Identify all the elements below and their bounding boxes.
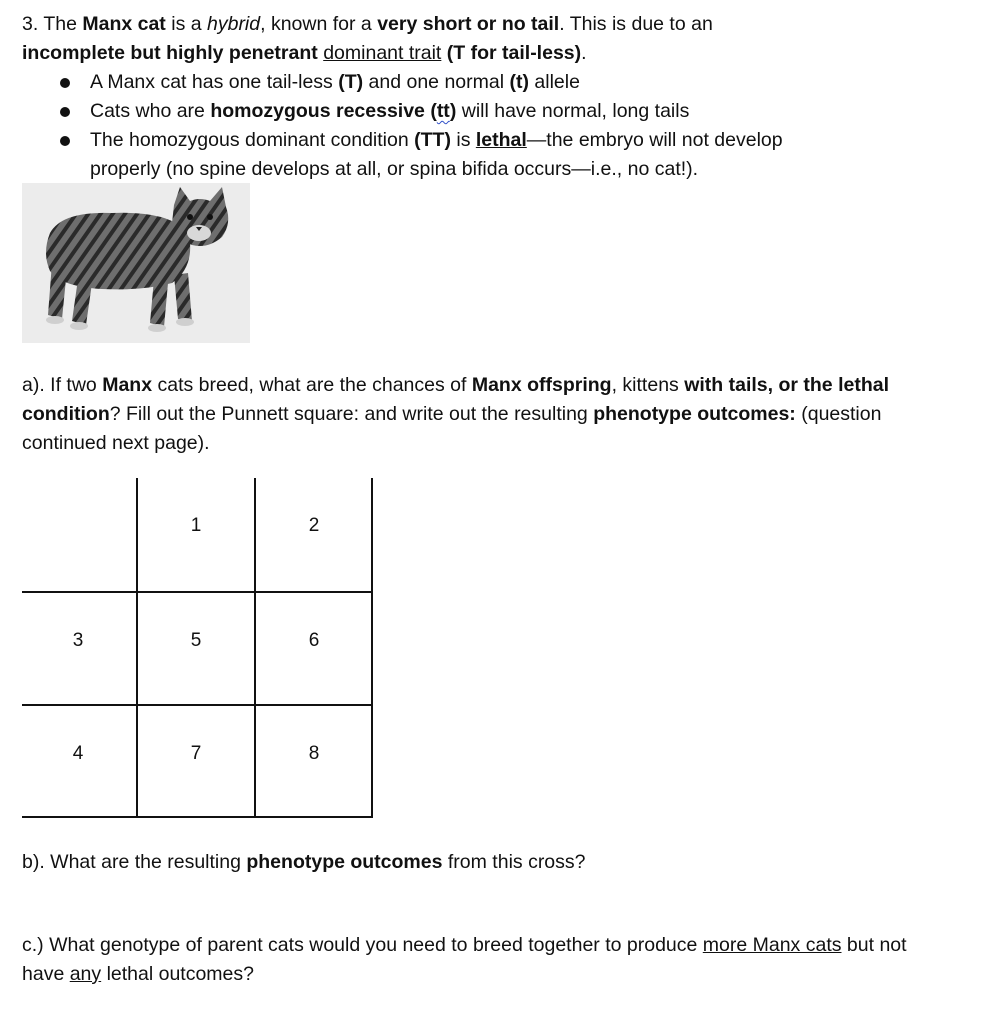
punnett-cell-8[interactable]: 8 bbox=[308, 743, 320, 764]
grid-line bbox=[22, 704, 373, 706]
question-a-line-2: condition? Fill out the Punnett square: and write out the resulting phenotype outcomes: (question bbox=[22, 403, 882, 425]
bullet-3: The homozygous dominant condition (TT) is lethal—the embryo will not develop bbox=[90, 129, 783, 151]
bullet-2: Cats who are homozygous recessive (tt) will have normal, long tails bbox=[90, 100, 690, 122]
question-a-line-3: continued next page). bbox=[22, 432, 210, 454]
question-a-line-1: a). If two Manx cats breed, what are the chances of Manx offspring, kittens with tails, or the lethal bbox=[22, 374, 889, 396]
grid-line bbox=[136, 478, 138, 818]
cat-illustration bbox=[22, 183, 250, 343]
grid-line bbox=[254, 478, 256, 818]
grid-line bbox=[22, 816, 373, 818]
bullet-3-continued: properly (no spine develops at all, or spina bifida occurs—i.e., no cat!). bbox=[90, 158, 699, 180]
question-c-line-2: have any lethal outcomes? bbox=[22, 963, 254, 985]
punnett-cell-7[interactable]: 7 bbox=[190, 743, 202, 764]
question-b: b). What are the resulting phenotype outcomes from this cross? bbox=[22, 851, 586, 873]
bullet-dot bbox=[60, 136, 70, 146]
grid-line bbox=[371, 478, 373, 818]
intro-line-2: incomplete but highly penetrant dominant trait (T for tail-less). bbox=[22, 42, 587, 64]
punnett-left-allele-1[interactable]: 3 bbox=[72, 630, 84, 651]
punnett-top-allele-1[interactable]: 1 bbox=[190, 515, 202, 536]
punnett-cell-5[interactable]: 5 bbox=[190, 630, 202, 651]
bullet-dot bbox=[60, 107, 70, 117]
bullet-dot bbox=[60, 78, 70, 88]
manx-cat-photo bbox=[22, 183, 250, 343]
punnett-top-allele-2[interactable]: 2 bbox=[308, 515, 320, 536]
bullet-1: A Manx cat has one tail-less (T) and one normal (t) allele bbox=[90, 71, 580, 93]
question-c-line-1: c.) What genotype of parent cats would you need to breed together to produce more Manx cats but not bbox=[22, 934, 907, 956]
intro-line-1: 3. The Manx cat is a hybrid, known for a very short or no tail. This is due to an bbox=[22, 13, 713, 35]
spellcheck-underline: tt bbox=[436, 100, 450, 122]
punnett-left-allele-2[interactable]: 4 bbox=[72, 743, 84, 764]
punnett-cell-6[interactable]: 6 bbox=[308, 630, 320, 651]
grid-line bbox=[22, 591, 373, 593]
